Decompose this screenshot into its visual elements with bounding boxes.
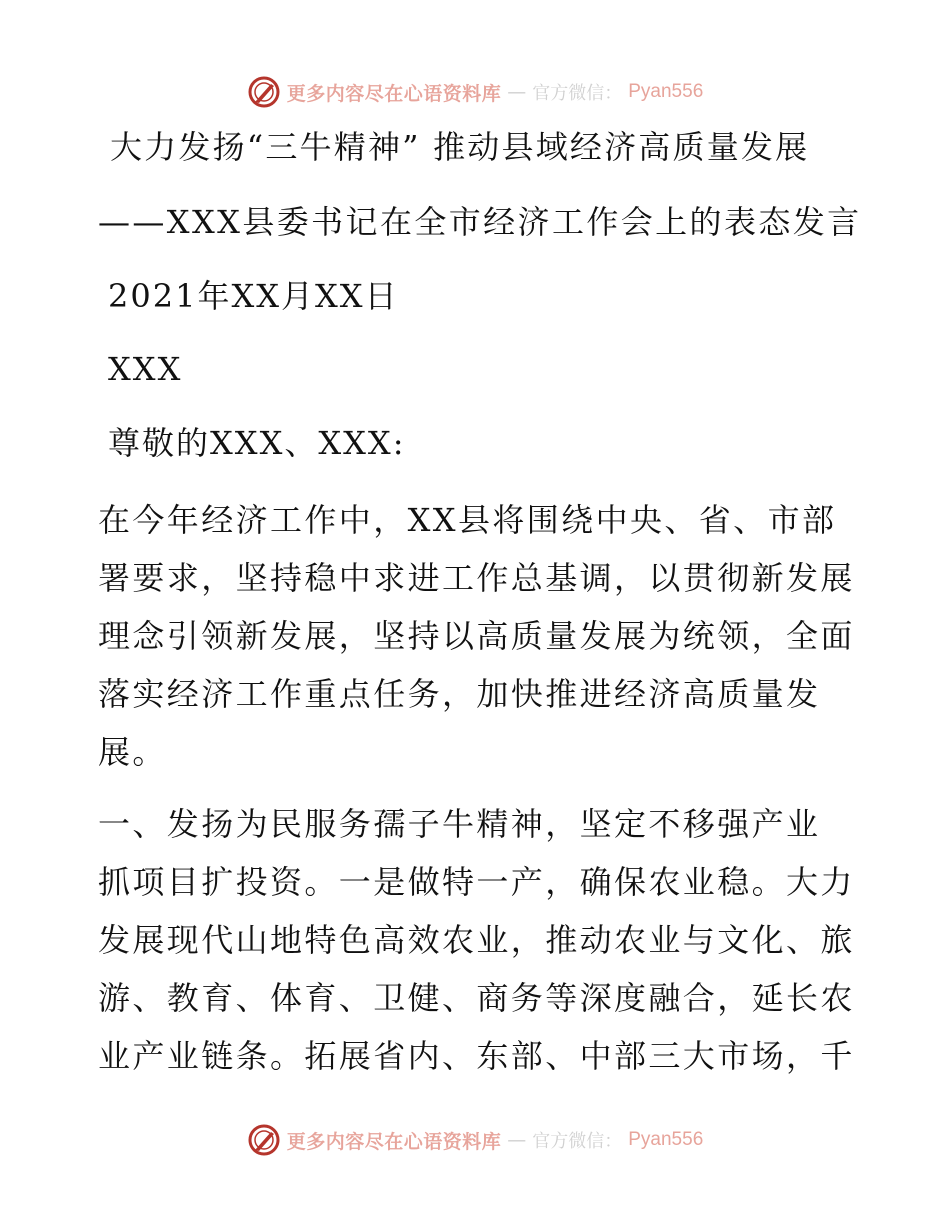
paragraph-line: 署要求，坚持稳中求进工作总基调，以贯彻新发展 — [98, 559, 855, 597]
paragraph-line: 一、发扬为民服务孺子牛精神，坚定不移强产业 — [98, 805, 821, 843]
watermark-header — [0, 72, 950, 112]
quill-logo-icon — [247, 75, 281, 109]
watermark-id: Pyan556 — [628, 1129, 704, 1150]
document-title: 大力发扬“三牛精神” 推动县域经济高质量发展 — [110, 128, 810, 166]
paragraph-line: 展。 — [98, 733, 167, 771]
document-date: 2021年XX月XX日 — [108, 277, 399, 315]
watermark-separator: — — [507, 1129, 527, 1151]
watermark-label: 官方微信： — [532, 1131, 623, 1152]
paragraph-line: 业产业链条。拓展省内、东部、中部三大市场，千 — [98, 1037, 855, 1075]
paragraph-intro — [98, 491, 858, 781]
paragraph-section-one — [98, 795, 858, 1085]
document-greeting: 尊敬的XXX、XXX: — [108, 424, 406, 462]
watermark-id: Pyan556 — [628, 81, 704, 102]
watermark-footer — [0, 1120, 950, 1160]
paragraph-line: 落实经济工作重点任务，加快推进经济高质量发 — [98, 675, 821, 713]
paragraph-line: 发展现代山地特色高效农业，推动农业与文化、旅 — [98, 921, 855, 959]
paragraph-line: 理念引领新发展，坚持以高质量发展为统领，全面 — [98, 617, 855, 655]
watermark-separator: — — [507, 81, 527, 103]
watermark-slogan: 更多内容尽在心语资料库 — [286, 1130, 502, 1153]
paragraph-line: 抓项目扩投资。一是做特一产，确保农业稳。大力 — [98, 863, 855, 901]
watermark-slogan: 更多内容尽在心语资料库 — [286, 82, 502, 105]
paragraph-line: 在今年经济工作中，XX县将围绕中央、省、市部 — [98, 501, 837, 539]
paragraph-line: 游、教育、体育、卫健、商务等深度融合，延长农 — [98, 979, 855, 1017]
document-author: XXX — [108, 350, 183, 388]
document-subtitle: ——XXX县委书记在全市经济工作会上的表态发言 — [98, 203, 862, 241]
quill-logo-icon — [247, 1123, 281, 1157]
watermark-label: 官方微信： — [532, 83, 623, 104]
